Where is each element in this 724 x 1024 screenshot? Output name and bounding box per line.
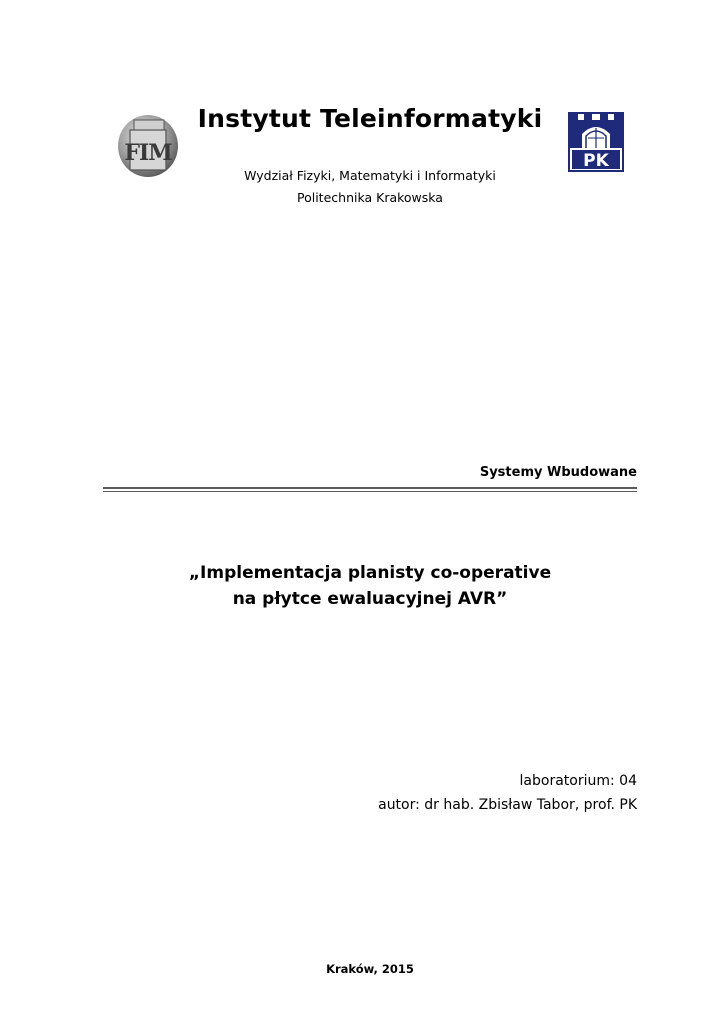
institute-title: Instytut Teleinformatyki <box>197 104 543 133</box>
title-line-2: na płytce ewaluacyjnej AVR” <box>232 589 508 609</box>
university-name: Politechnika Krakowska <box>297 190 443 205</box>
fim-logo-text: FIM <box>124 140 172 166</box>
faculty-name: Wydział Fizyki, Matematyki i Informatyki <box>244 168 496 183</box>
pk-logo-text: PK <box>583 151 609 171</box>
pk-logo <box>568 112 624 172</box>
course-name: Systemy Wbudowane <box>479 465 637 480</box>
title-line-1: „Implementacja planisty co-operative <box>188 563 552 583</box>
lab-number: laboratorium: 04 <box>519 773 637 789</box>
document-title <box>100 560 640 612</box>
author: autor: dr hab. Zbisław Tabor, prof. PK <box>378 797 637 813</box>
divider <box>103 487 637 492</box>
place-date: Kraków, 2015 <box>326 962 414 976</box>
